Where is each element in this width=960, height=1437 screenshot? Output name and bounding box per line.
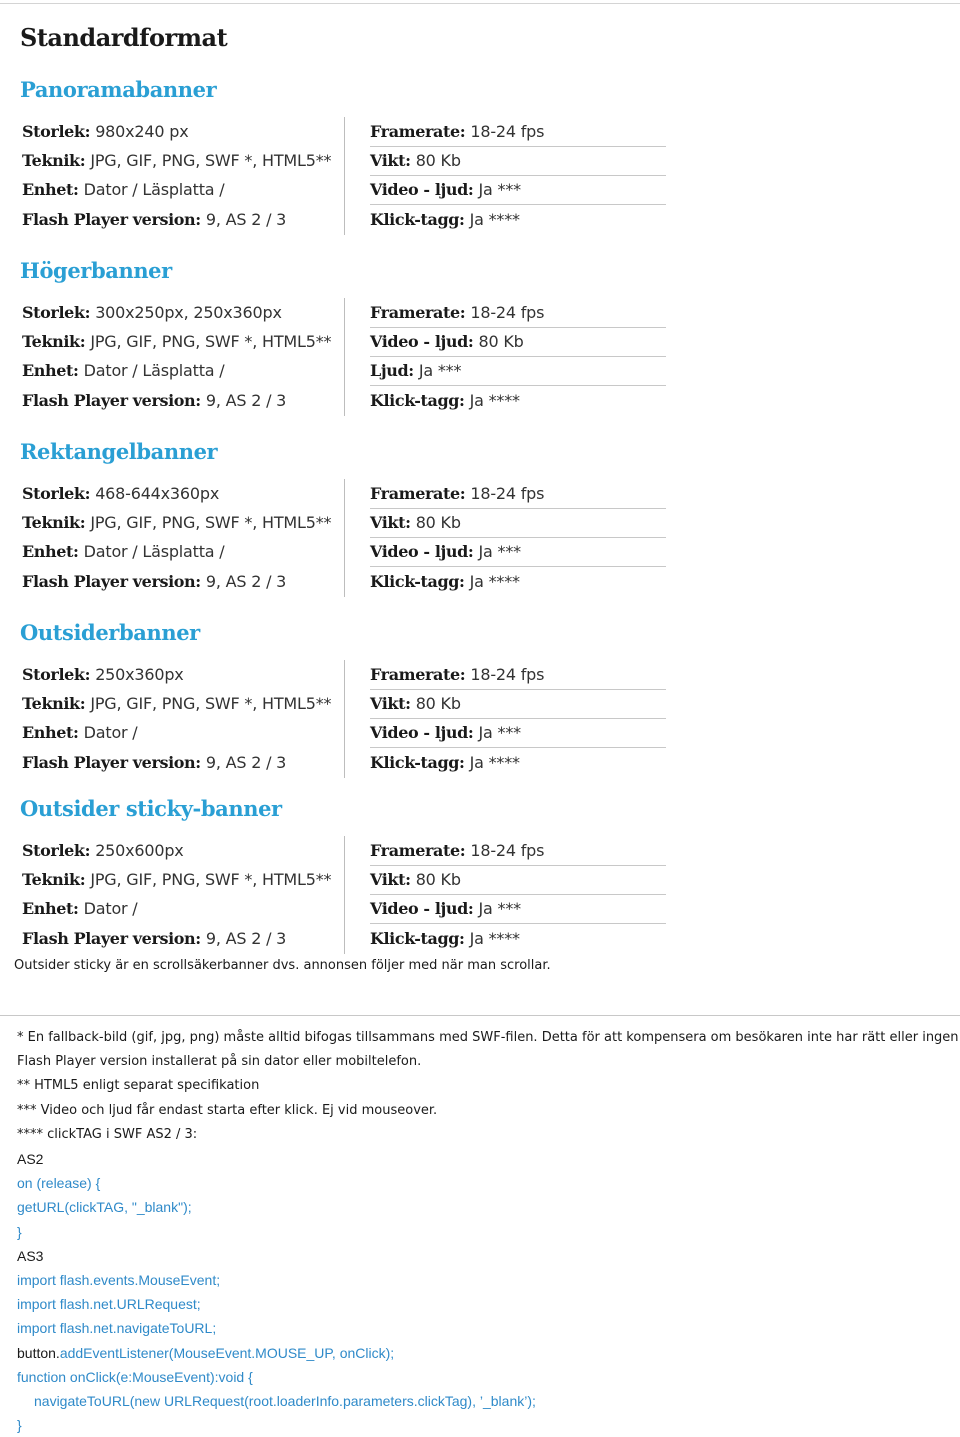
spec-row: Enhet: Dator /	[22, 899, 138, 918]
spec-row: Flash Player version: 9, AS 2 / 3	[22, 929, 287, 948]
spec-row: Flash Player version: 9, AS 2 / 3	[22, 753, 287, 772]
spec-row: Storlek: 468-644x360px	[22, 484, 220, 503]
footnote-video: *** Video och ljud får endast starta efter klick. Ej vid mouseover.	[17, 1102, 438, 1118]
footnote-clicktag: **** clickTAG i SWF AS2 / 3:	[17, 1126, 198, 1142]
code-token: addEventListener(MouseEvent.MOUSE_UP, onClick);	[59, 1344, 395, 1361]
spec-row: Klick-tagg: Ja ****	[370, 753, 520, 772]
spec-row: Storlek: 980x240 px	[22, 122, 189, 141]
spec-row: Storlek: 250x360px	[22, 665, 184, 684]
column-divider	[344, 298, 345, 416]
spec-row: Vikt: 80 Kb	[370, 508, 666, 538]
spec-row: Video - ljud: Ja ***	[370, 718, 666, 748]
spec-row: Framerate: 18-24 fps	[370, 298, 666, 328]
spec-row: Vikt: 80 Kb	[370, 865, 666, 895]
code-line: function onClick(e:MouseEvent):void {	[17, 1368, 253, 1385]
code-line: }	[17, 1417, 22, 1434]
code-line: on (release) {	[17, 1175, 101, 1192]
spec-row: Enhet: Dator / Läsplatta /	[22, 180, 225, 199]
section-title-panoramabanner: Panoramabanner	[20, 77, 217, 102]
section-title-outsider-sticky-banner: Outsider sticky-banner	[20, 796, 282, 821]
footnote-fallback-cont: Flash Player version installerat på sin dator eller mobiltelefon.	[17, 1054, 422, 1070]
spec-row: Framerate: 18-24 fps	[370, 836, 666, 866]
spec-row: Enhet: Dator / Läsplatta /	[22, 361, 225, 380]
spec-row: Video - ljud: 80 Kb	[370, 327, 666, 357]
spec-row: Video - ljud: Ja ***	[370, 537, 666, 567]
spec-row: Vikt: 80 Kb	[370, 146, 666, 176]
top-rule	[0, 3, 960, 4]
spec-row: Storlek: 250x600px	[22, 841, 184, 860]
code-line	[17, 1341, 947, 1365]
spec-row: Klick-tagg: Ja ****	[370, 929, 520, 948]
spec-row: Teknik: JPG, GIF, PNG, SWF *, HTML5**	[22, 694, 332, 713]
spec-row: Flash Player version: 9, AS 2 / 3	[22, 572, 287, 591]
spec-row: Teknik: JPG, GIF, PNG, SWF *, HTML5**	[22, 870, 332, 889]
column-divider	[344, 117, 345, 235]
spec-row: Flash Player version: 9, AS 2 / 3	[22, 210, 287, 229]
spec-row: Enhet: Dator / Läsplatta /	[22, 542, 225, 561]
page-title: Standardformat	[20, 23, 228, 52]
spec-row: Flash Player version: 9, AS 2 / 3	[22, 391, 287, 410]
spec-row: Framerate: 18-24 fps	[370, 660, 666, 690]
spec-row: Storlek: 300x250px, 250x360px	[22, 303, 282, 322]
spec-row: Video - ljud: Ja ***	[370, 175, 666, 205]
column-divider	[344, 479, 345, 597]
code-label-as2: AS2	[17, 1151, 44, 1168]
column-divider	[344, 836, 345, 954]
spec-row: Teknik: JPG, GIF, PNG, SWF *, HTML5**	[22, 513, 332, 532]
column-divider	[344, 660, 345, 778]
spec-row: Klick-tagg: Ja ****	[370, 210, 520, 229]
code-line: import flash.events.MouseEvent;	[17, 1272, 221, 1289]
spec-row: Teknik: JPG, GIF, PNG, SWF *, HTML5**	[22, 332, 332, 351]
section-title-hogerbanner: Högerbanner	[20, 258, 172, 283]
spec-row: Framerate: 18-24 fps	[370, 479, 666, 509]
code-line: import flash.net.navigateToURL;	[17, 1320, 217, 1337]
spec-row: Ljud: Ja ***	[370, 356, 666, 386]
footnote-divider	[0, 1015, 960, 1016]
spec-row: Framerate: 18-24 fps	[370, 117, 666, 147]
section-title-rektangelbanner: Rektangelbanner	[20, 439, 218, 464]
spec-row: Enhet: Dator /	[22, 723, 138, 742]
code-line: getURL(clickTAG, "_blank");	[17, 1199, 192, 1216]
spec-row: Vikt: 80 Kb	[370, 689, 666, 719]
code-line: import flash.net.URLRequest;	[17, 1296, 201, 1313]
spec-row: Video - ljud: Ja ***	[370, 894, 666, 924]
footnote-fallback: * En fallback-bild (gif, jpg, png) måste alltid bifogas tillsammans med SWF-filen. Detta för att kompensera om besökaren inte har rätt eller ingen	[17, 1030, 959, 1045]
footnote-html5: ** HTML5 enligt separat specifikation	[17, 1078, 260, 1094]
spec-row: Klick-tagg: Ja ****	[370, 572, 520, 591]
code-line: }	[17, 1223, 22, 1240]
spec-row: Teknik: JPG, GIF, PNG, SWF *, HTML5**	[22, 151, 332, 170]
spec-row: Klick-tagg: Ja ****	[370, 391, 520, 410]
code-label-as3: AS3	[17, 1247, 44, 1264]
footnotes	[17, 1026, 959, 1437]
code-line: navigateToURL(new URLRequest(root.loaderInfo.parameters.clickTag), ’_blank’);	[34, 1393, 536, 1410]
section-title-outsiderbanner: Outsiderbanner	[20, 620, 200, 645]
sticky-note: Outsider sticky är en scrollsäkerbanner dvs. annonsen följer med när man scrollar.	[14, 958, 551, 973]
code-token: button.	[17, 1344, 60, 1361]
